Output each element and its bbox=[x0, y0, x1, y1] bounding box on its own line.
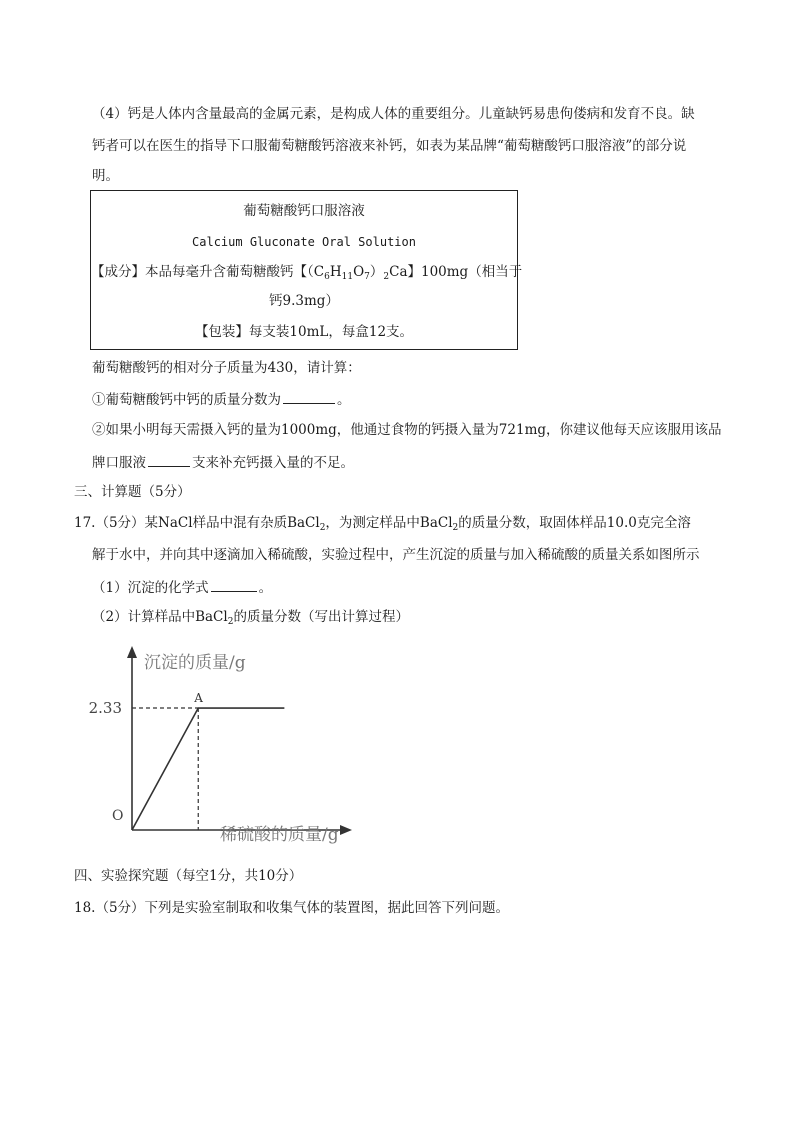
label-ingredient-line1: 【成分】本品每毫升含葡萄糖酸钙【$(C_6H_{11}O_7)_2Ca$】100mg（相当于 bbox=[91, 264, 523, 282]
section4-heading: 四、实验探究题（每空1分，共10分） bbox=[74, 868, 303, 884]
problem17-line1: 17.（5分）某NaCl样品中混有杂质BaCl$_2$，为测定样品中BaCl$_2$的质量分数，取固体样品10.0克完全溶 bbox=[74, 515, 691, 533]
x-axis-label: 稀硫酸的质量/g bbox=[220, 825, 339, 845]
y-axis-label: 沉淀的质量/g bbox=[144, 653, 246, 673]
answer-blank-2[interactable] bbox=[148, 451, 190, 467]
point-a-label: A bbox=[194, 691, 203, 706]
y-axis-arrow bbox=[127, 646, 137, 658]
x-axis-arrow bbox=[340, 825, 352, 835]
problem18-text: 18.（5分）下列是实验室制取和收集气体的装置图，据此回答下列问题。 bbox=[74, 900, 510, 916]
question-intro: 葡萄糖酸钙的相对分子质量为430，请计算： bbox=[92, 360, 361, 376]
answer-blank-3[interactable] bbox=[211, 576, 257, 592]
para4-line2: 钙者可以在医生的指导下口服葡萄糖酸钙溶液来补钙，如表为某品牌“葡萄糖酸钙口服溶液”的部分说 bbox=[92, 138, 687, 154]
y-tick-label: 2.33 bbox=[88, 699, 122, 718]
label-package: 【包装】每支装10mL，每盒12支。 bbox=[194, 324, 414, 340]
para4-line1: （4）钙是人体内含量最高的金属元素，是构成人体的重要组分。儿童缺钙易患佝偻病和发育不良。缺 bbox=[92, 106, 695, 122]
para4-line3: 明。 bbox=[92, 168, 119, 184]
problem17-line2: 解于水中，并向其中逐滴加入稀硫酸，实验过程中，产生沉淀的质量与加入稀硫酸的质量关系如图所示 bbox=[92, 547, 700, 563]
section3-heading: 三、计算题（5分） bbox=[74, 484, 191, 500]
question-1: ①葡萄糖酸钙中钙的质量分数为 。 bbox=[92, 388, 351, 410]
series-line bbox=[132, 708, 284, 830]
origin-label: O bbox=[112, 808, 124, 824]
precipitate-mass-chart bbox=[88, 640, 370, 850]
answer-blank-1[interactable] bbox=[283, 388, 335, 404]
problem17-question-2: （2）计算样品中BaCl$_2$的质量分数（写出计算过程） bbox=[92, 609, 409, 627]
question-2-line1: ②如果小明每天需摄入钙的量为1000mg，他通过食物的钙摄入量为721mg，你建议他每天应该服用该品 bbox=[92, 422, 722, 438]
problem17-question-1: （1）沉淀的化学式 。 bbox=[92, 576, 272, 598]
label-ingredient-line2: 钙9.3mg） bbox=[269, 293, 339, 309]
label-title-en: Calcium Gluconate Oral Solution bbox=[192, 235, 416, 249]
product-label-box bbox=[90, 190, 523, 350]
question-2-line2: 牌口服液 支来补充钙摄入量的不足。 bbox=[92, 451, 354, 473]
label-title-cn: 葡萄糖酸钙口服溶液 bbox=[243, 203, 365, 219]
